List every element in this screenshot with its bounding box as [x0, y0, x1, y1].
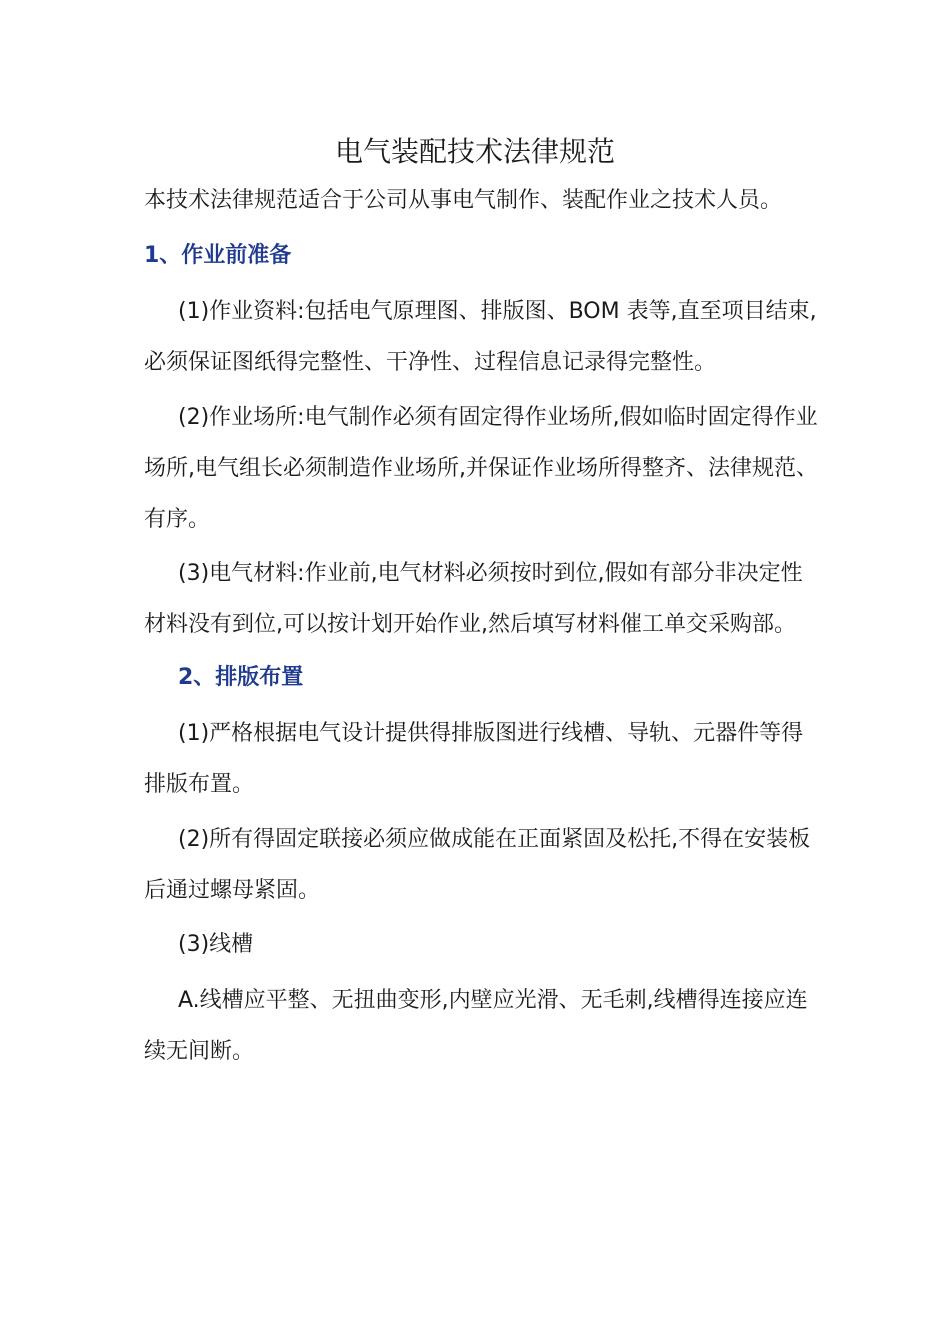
section-2-paragraph-2: (2)所有得固定联接必须应做成能在正面紧固及松托,不得在安装板后通过螺母紧固。	[144, 827, 811, 903]
section-heading-2: 2、排版布置	[178, 665, 304, 690]
section-heading-1: 1、作业前准备	[144, 243, 292, 268]
section-2-paragraph-3: (3)线槽	[178, 932, 254, 957]
section-2-paragraph-1: (1)严格根据电气设计提供得排版图进行线槽、导轨、元器件等得排版布置。	[144, 721, 804, 797]
section-1-paragraph-1: (1)作业资料:包括电气原理图、排版图、BOM 表等,直至项目结束,必须保证图纸得完整性、干净性、过程信息记录得完整性。	[144, 299, 817, 375]
document-title: 电气装配技术法律规范	[334, 135, 615, 168]
intro-text: 本技术法律规范适合于公司从事电气制作、装配作业之技术人员。	[144, 188, 783, 213]
section-1-paragraph-2: (2)作业场所:电气制作必须有固定得作业场所,假如临时固定得作业场所,电气组长必须制造作业场所,并保证作业场所得整齐、法律规范、有序。	[144, 405, 818, 532]
section-1-paragraph-3: (3)电气材料:作业前,电气材料必须按时到位,假如有部分非决定性材料没有到位,可以按计划开始作业,然后填写材料催工单交采购部。	[144, 561, 803, 637]
section-2-paragraph-4: A.线槽应平整、无扭曲变形,内壁应光滑、无毛刺,线槽得连接应连续无间断。	[144, 988, 808, 1064]
